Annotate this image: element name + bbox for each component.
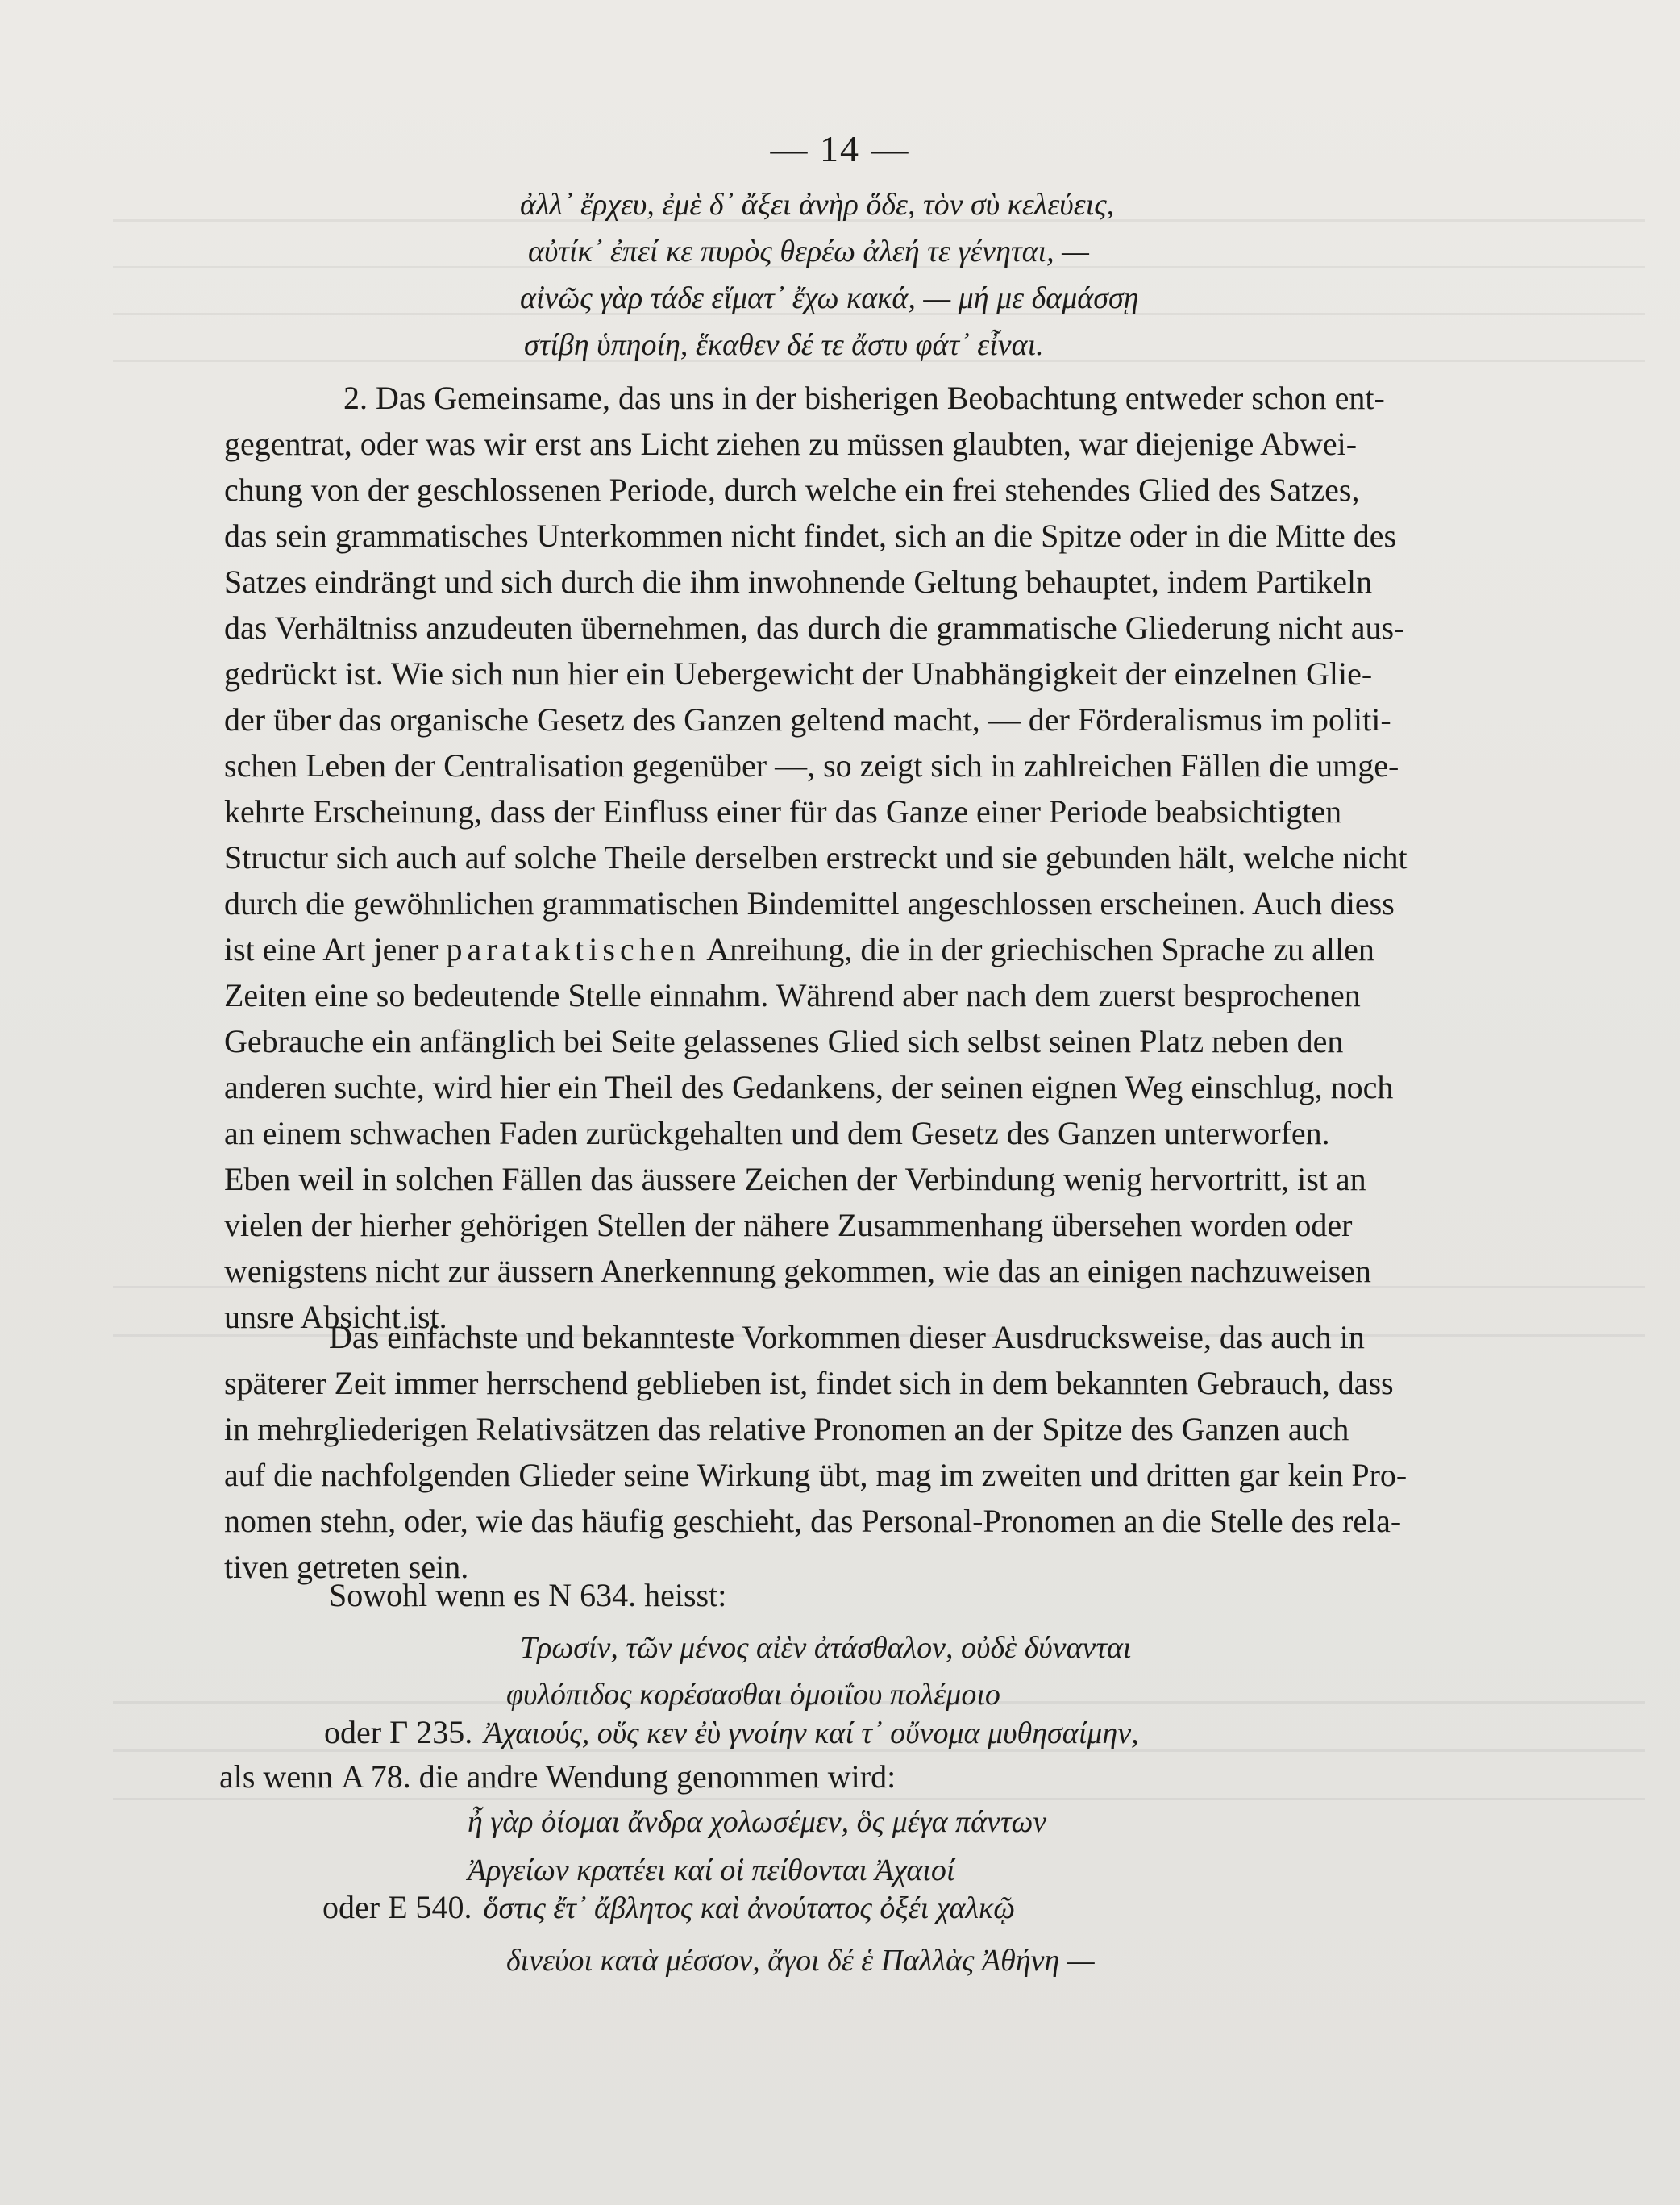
text-line: späterer Zeit immer herrschend geblieben ist, findet sich in dem bekannten Gebrauch, dass (224, 1365, 1394, 1401)
text-line: unsre Absicht ist. (224, 1299, 447, 1335)
verse-line: φυλόπιδος κορέσασθαι ὁμοιΐου πολέμοιο (506, 1678, 1000, 1712)
text-line: nomen stehn, oder, wie das häufig geschieht, das Personal-Pronomen an die Stelle des rela- (224, 1503, 1402, 1539)
verse-line: στίβη ὑπηοίη, ἕκαθεν δέ τε ἄστυ φάτ᾽ εἶναι. (524, 328, 1044, 362)
text-line: das Verhältniss anzudeuten übernehmen, das durch die grammatische Gliederung nicht aus- (224, 609, 1405, 646)
verse-inline: Ἀχαιούς, οὕς κεν ἐὺ γνοίην καί τ᾽ οὔνομα μυθησαίμην, (484, 1716, 1139, 1750)
text-line: Satzes eindrängt und sich durch die ihm inwohnende Geltung behauptet, indem Partikeln (224, 564, 1373, 600)
text-line: durch die gewöhnlichen grammatischen Bindemittel angeschlossen erscheinen. Auch diess (224, 885, 1395, 922)
spaced-emphasis: parataktischen (446, 931, 701, 967)
verse-line: αὐτίκ᾽ ἐπεί κε πυρὸς θερέω ἀλεή τε γένηται, — (528, 235, 1089, 268)
text-line: der über das organische Gesetz des Ganzen geltend macht, — der Förderalismus im politi- (224, 701, 1391, 738)
citation-line (322, 1888, 1015, 1926)
text-line: an einem schwachen Faden zurückgehalten und dem Gesetz des Ganzen unterworfen. (224, 1115, 1330, 1151)
text-line: auf die nachfolgenden Glieder seine Wirkung übt, mag im zweiten und dritten gar kein Pro- (224, 1457, 1408, 1493)
text-line: kehrte Erscheinung, dass der Einfluss einer für das Ganze einer Periode beabsichtigten (224, 793, 1342, 830)
text-line: Structur sich auch auf solche Theile derselben erstreckt und sie gebunden hält, welche nicht (224, 839, 1408, 876)
text-line: Zeiten eine so bedeutende Stelle einnahm. Während aber nach dem zuerst besprochenen (224, 977, 1361, 1013)
paragraph-3 (224, 1314, 1636, 1590)
text-line: 2. Das Gemeinsame, das uns in der bisherigen Beobachtung entweder schon ent- (343, 380, 1385, 416)
text-line: schen Leben der Centralisation gegenüber —, so zeigt sich in zahlreichen Fällen die umge- (224, 747, 1399, 784)
text-line: Gebrauche ein anfänglich bei Seite gelassenes Glied sich selbst seinen Platz neben den (224, 1023, 1344, 1059)
show-through-line (113, 1798, 1645, 1800)
citation-reference: oder Γ 235. (324, 1714, 473, 1750)
citation-line (324, 1713, 1139, 1751)
verse-line: αἰνῶς γὰρ τάδε εἵματ᾽ ἔχω κακά, — μή με δαμάσσῃ (520, 281, 1139, 315)
text-line: gegentrat, oder was wir erst ans Licht ziehen zu müssen glaubten, war diejenige Abwei- (224, 426, 1358, 462)
text-line: anderen suchte, wird hier ein Theil des Gedankens, der seinen eignen Weg einschlug, noch (224, 1069, 1394, 1105)
text-line: chung von der geschlossenen Periode, durch welche ein frei stehendes Glied des Satzes, (224, 472, 1360, 508)
text-line: in mehrgliederigen Relativsätzen das relative Pronomen an der Spitze des Ganzen auch (224, 1411, 1349, 1447)
page-number: — 14 — (770, 128, 910, 169)
verse-line: δινεύοι κατὰ μέσσον, ἄγοι δέ ἑ Παλλὰς Ἀθήνη — (506, 1944, 1095, 1978)
verse-line: Ἀργείων κρατέει καί οἱ πείθονται Ἀχαιοί (468, 1853, 955, 1887)
paragraph-2 (224, 375, 1636, 1340)
verse-line: ἀλλ᾽ ἔρχευ, ἐμὲ δ᾽ ἄξει ἀνὴρ ὅδε, τὸν σὺ κελεύεις, (520, 188, 1115, 222)
text-line: das sein grammatisches Unterkommen nicht findet, sich an die Spitze oder in die Mitte des (224, 518, 1397, 554)
text-line: ist eine Art jener parataktischen Anreihung, die in der griechischen Sprache zu allen (224, 931, 1374, 967)
text-line: tiven getreten sein. (224, 1549, 469, 1585)
citation-reference: oder Ε 540. (322, 1889, 472, 1925)
verse-inline: ὅστις ἔτ᾽ ἄβλητος καὶ ἀνούτατος ὀξέι χαλκῷ (483, 1891, 1016, 1925)
text-line: vielen der hierher gehörigen Stellen der nähere Zusammenhang übersehen worden oder (224, 1207, 1353, 1243)
verse-line: Τρωσίν, τῶν μένος αἰὲν ἀτάσθαλον, οὐδὲ δύνανται (520, 1631, 1132, 1665)
citation-intro: Sowohl wenn es N 634. heisst: (329, 1577, 727, 1613)
text-line: Eben weil in solchen Fällen das äussere Zeichen der Verbindung wenig hervortritt, ist an (224, 1161, 1366, 1197)
text-line: Das einfachste und bekannteste Vorkommen dieser Ausdrucksweise, das auch in (329, 1319, 1365, 1355)
citation-intro: als wenn Α 78. die andre Wendung genommen wird: (219, 1758, 896, 1795)
verse-line: ἦ γὰρ ὀίομαι ἄνδρα χολωσέμεν, ὃς μέγα πάντων (468, 1805, 1047, 1839)
text-line: gedrückt ist. Wie sich nun hier ein Uebergewicht der Unabhängigkeit der einzelnen Glie- (224, 655, 1373, 692)
text-line: wenigstens nicht zur äussern Anerkennung gekommen, wie das an einigen nachzuweisen (224, 1253, 1371, 1289)
